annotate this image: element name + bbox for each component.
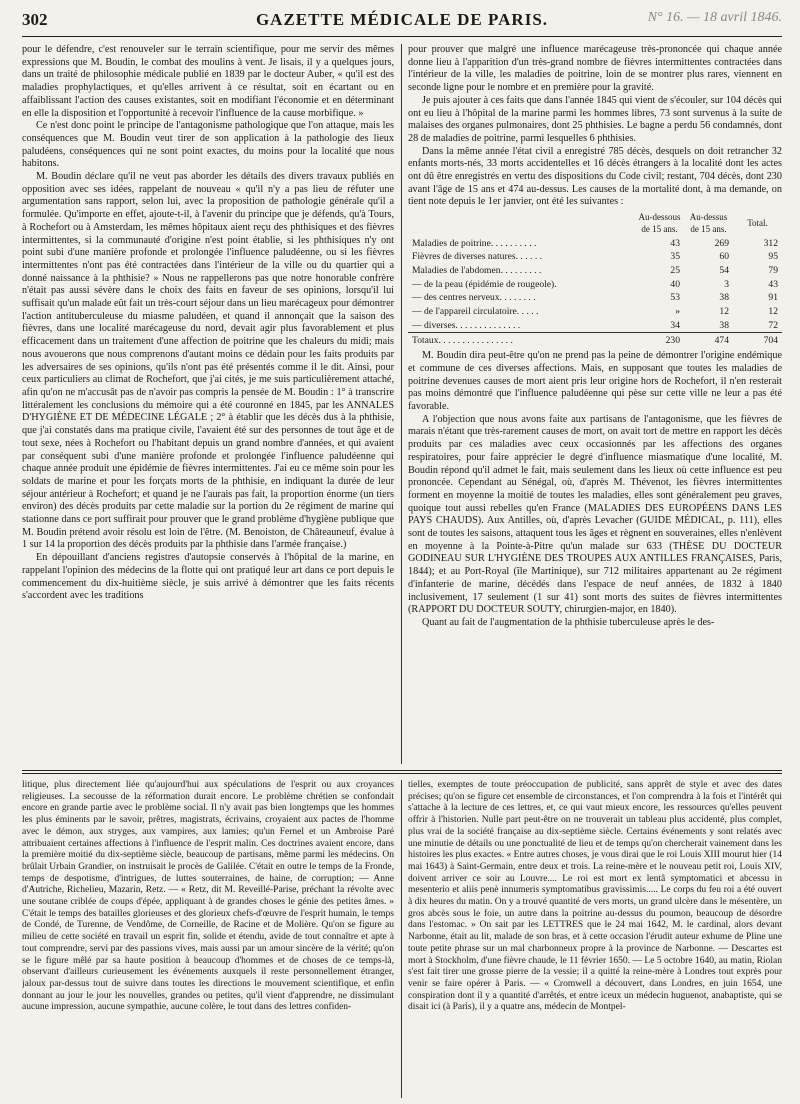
- page-number: 302: [22, 10, 48, 29]
- table-cell: Fièvres de diverses natures. . . . . .: [412, 251, 543, 263]
- feuilleton-rule-2: [22, 773, 782, 774]
- table-cell: 72: [768, 319, 778, 331]
- table-row: [408, 264, 782, 278]
- paragraph: pour prouver que malgré une influence marécageuse très-prononcée qui chaque année donne lieu à l'apparition d'un très-grand nombre de fièvres intermittentes contractées dans l'intérieur de la ville, les maladies de poitrine, loin de se montrer plus rares, viennent en seconde ligne pour le nombre et en première pour la gravité.: [408, 44, 782, 94]
- table-total-row: [408, 333, 782, 348]
- journal-title: GAZETTE MÉDICALE DE PARIS.: [255, 10, 549, 29]
- left-column: [22, 44, 394, 764]
- mortality-table: [408, 211, 782, 348]
- right-column: [408, 44, 782, 764]
- table-row: [408, 305, 782, 319]
- page-header: [22, 10, 782, 34]
- table-cell: 91: [768, 292, 778, 304]
- table-header-total: Total.: [747, 217, 768, 228]
- table-total-cell: Totaux. . . . . . . . . . . . . . . .: [408, 333, 635, 348]
- table-cell: Maladies de poitrine. . . . . . . . . .: [412, 237, 537, 249]
- header-rule: [22, 36, 782, 37]
- table-row: [408, 291, 782, 305]
- table-cell: — de la peau (épidémie de rougeole).: [412, 278, 557, 290]
- table-cell: 12: [768, 306, 778, 318]
- paragraph: Quant au fait de l'augmentation de la phthisie tuberculeuse après le des-: [422, 616, 715, 628]
- feuilleton-left-column: [22, 780, 394, 1098]
- table-cell: 43: [768, 278, 778, 290]
- paragraph: pour le défendre, c'est renouveler sur le terrain scientifique, pour me servir des mêmes expressions que M. Boudin, le combat des moulins à vent. Je lisais, il y a quelques jours, dans un traité de philosophie médicale publié en 1839 par le docteur Auber, « qu'il est des maladies prophylactiques, et qu'elles arrivent à ce résultat, soit en écartant ou en affaiblissant l'action des causes existantes, soit en modifiant l'économie et en déterminant en elle la disposition et l'opportunité à recevoir l'influence de la cause morbifique. »: [22, 44, 394, 119]
- table-cell: 35: [670, 251, 680, 263]
- table-total-cell: 704: [733, 333, 782, 348]
- table-cell: Maladies de l'abdomen. . . . . . . . .: [412, 264, 542, 276]
- paragraph: litique, plus directement liée qu'aujourd'hui aux spéculations de l'esprit ou aux croyances religieuses. La secousse de la réformation durait encore. Le problème chrétien se confondait encore en grande partie avec le problème social. Il n'y avait pas bien longtemps que les hommes les plus éminents par le savoir, prêtres, magistrats, écrivains, croyaient aux pactes de l'homme avec le démon, aux stryges, aux vampires, aux lamies; qu'un Fernel et un Ambroise Paré attribuaient certaines affections à l'influence de l'esprit malin. Ces doctrines avaient encore, dans la première moitié du dix-septième siècle, beaucoup de partisans, même parmi les médecins. On brûlait Urbain Grandier, on instruisait le procès de Galilée. C'était en outre le temps de la Fronde, temps de despotisme, d'intrigues, de luttes souterraines, de haine, de corruption; — Anne d'Autriche, Richelieu, Mazarin, Retz. — « Retz, dit M. Reveillé-Parise, préchant la révolte avec une soutane criblée de coups d'épée, appliquant à de grandes choses le génie des petites âmes. » C'était le temps des batailles glorieuses et des glorieux chefs-d'œuvre de l'esprit humain, le temps de Condé, de Turenne, de Vendôme, de Corneille, de Racine et de Molière. Qu'on se figure au milieu de cette société en travail un esprit fin, solide et étendu, avide de tout connaître et apte à tout comprendre, servi par des passions vives, mais aussi par un amour sincère de la vérité; qu'on se le figure mêlé par sa haute position à beaucoup d'hommes et de choses de ce temps-là, observant d'ailleurs curieusement les événements auxquels il reste personnellement étranger, jaloux par-dessus tout de suivre dans toutes les directions le mouvement scientifique, et enfin donnant au jour le jour les nouvelles, grandes ou petites, qu'il vient d'apprendre, ne dissimulant aucune impression, aucune sympathie, aucune colère, le tout dans des lettres confiden-: [22, 780, 394, 1013]
- table-cell: 312: [763, 237, 778, 249]
- column-divider-top: [401, 44, 402, 764]
- table-total-cell: 230: [635, 333, 684, 348]
- table-row: [408, 237, 782, 251]
- paragraph: En dépouillant d'anciens registres d'autopsie conservés à l'hôpital de la marine, en rappelant l'opinion des médecins de la flotte qui ont pratiqué leur art dans ce port depuis le commencement du dix-huitième siècle, je suis arrivé à démontrer que les faits récents s'accordent avec les traditions: [22, 552, 394, 602]
- feuilleton-rule: [22, 770, 782, 771]
- table-header-under15: Au-dessous de 15 ans.: [638, 212, 681, 234]
- table-cell: 3: [724, 278, 729, 290]
- paragraph: A l'objection que nous avons faite aux partisans de l'antagonisme, que les fièvres de marais n'étant que très-rarement causes de mort, on avait tort de mettre en rapport les décès produits par ces maladies avec ceux occasionnés par les affections des organes respiratoires, pour faire apprécier le degré d'influence miasmatique d'une localité, M. Boudin répond qu'il admet le fait, mais seulement dans les lieux où cette influence est peu prononcée. Cependant au Sénégal, où, d'après M. Thévenot, les fièvres intermittentes forment en moyenne la moitié de toutes les maladies, elles sont généralement peu graves, quoique tout aussi rebelles qu'en France (MALADIES DES EUROPÉENS DANS LES PAYS CHAUDS). Aux Antilles, où, d'après Levacher (GUIDE MÉDICAL, p. 111), elles sont de toutes les saisons, attaquent tous les âges et règnent en souveraines, elles n'enlèvent en moyenne à la Pointe-à-Pitre qu'un malade sur 633 (THÈSE DU DOCTEUR GODINEAU SUR L'HYGIÈNE DES TROUPES AUX ANTILLES FRANÇAISES, Paris, 1844); et au Port-Royal (île Martinique), sur 712 militaires appartenant au 2e régiment d'infanterie de marine, décédés dans l'espace de neuf années, de 1832 à 1840 inclusivement, 17 seulement (1 sur 41) sont morts des suites de fièvres intermittentes (RAPPORT DU DOCTEUR SOUTY, chirurgien-major, en 1840).: [408, 413, 782, 616]
- column-divider-bottom: [401, 780, 402, 1098]
- table-cell: 54: [719, 264, 729, 276]
- table-row: [408, 278, 782, 292]
- table-cell: »: [675, 306, 680, 318]
- table-row: [408, 250, 782, 264]
- table-cell: — des centres nerveux. . . . . . . .: [412, 292, 536, 304]
- table-cell: 53: [670, 292, 680, 304]
- faint-running-head: N° 16. — 18 avril 1846.: [647, 10, 782, 25]
- table-cell: 25: [670, 264, 680, 276]
- table-cell: 60: [719, 251, 729, 263]
- table-cell: 38: [719, 292, 729, 304]
- paragraph: tielles, exemptes de toute préoccupation de publicité, sans apprêt de style et avec des dates précises; qu'on se figure cet ensemble de circonstances, et l'on comprendra à la fois et l'intérêt qui s'attache à la lecture de ces lettres, et, ce qui vaut mieux encore, les ressources qu'elles peuvent offrir à l'historien. Nulle part peut-être on ne trouverait un tableau plus accidenté, plus complet, plus vrai de la société française au dix-septième siècle. Certains événements y sont relatés avec une minutie de détails ou une ponctualité de lieu et de temps qu'on chercherait vainement dans les histoires les plus exactes. « Entre autres choses, je vous dirai que le roi Louis XIII mourut hier (14 mai 1643) à Saint-Germain, entre deux et trois. La reine-mère et le nouveau petit roi, Louis XIV, doivent arriver ce soir au Louvre.... Le roi est mort ex lentâ symptomatici et abcessu in mesenterio et aliis penè innumeris symptomatibus gravissimis..... Le corps du feu roi a été ouvert à dix heures du matin. On y a trouvé quantité de vers morts, un grand ulcère dans le mésentère, un gros abcès sous le foie, un autre dans la poitrine au-dessus du poumon, beaucoup de désordre dans l'estomac. » On sait par les LETTRES que le 24 mai 1642, M. le cardinal, alors devant Narbonne, était au lit, malade de son bras, et à cette occasion l'érudit auteur exhume de Pline une toute petite phrase sur un mal charbonneux propre à la province de Narbonne. — Descartes est mort à Stockholm, d'une fièvre chaude, le 11 février 1650. — Le 5 octobre 1640, au matin, Riolan s'est fait tirer une grosse pierre de la vessie; il a quitté la reine-mère à Londres tout exprès pour venir se faire opérer à Paris. — « Cromwell a découvert, dans Londres, en juin 1654, une conspiration dont il y a quantité d'arrêtés, et entre iceux un médecin huguenot, anabaptiste, qui se disait ici (à Paris), il y a quatre ans, médecin de Montpel-: [408, 780, 782, 1013]
- table-cell: — de l'appareil circulatoire. . . . .: [412, 306, 539, 318]
- paragraph: Je puis ajouter à ces faits que dans l'année 1845 qui vient de s'écouler, sur 104 décès qui ont eu lieu à l'hôpital de la marine parmi les hommes libres, 73 sont survenus à la suite de malaises des organes pulmonaires, dont 25 phthisies. Le bagne a perdu 56 condamnés, dont 28 de maladies de poitrine, parmi lesquelles 6 phthisies.: [408, 94, 782, 144]
- table-cell: 12: [719, 306, 729, 318]
- paragraph: Ce n'est donc point le principe de l'antagonisme pathologique que l'on attaque, mais les conséquences que M. Boudin veut tirer de son application à la pathologie des lieux paludéens, conséquences qui ne sont point exactes, du moins pour la localité que nous habitons.: [22, 120, 394, 170]
- table-cell: 43: [670, 237, 680, 249]
- table-header-over15: Au-dessus de 15 ans.: [689, 212, 728, 234]
- feuilleton-right-column: [408, 780, 782, 1098]
- table-cell: 34: [670, 319, 680, 331]
- paragraph: M. Boudin dira peut-être qu'on ne prend pas la peine de démontrer l'origine endémique et commune de ces diverses affections. Mais, en supposant que toutes les maladies de poitrine devenues causes de mort aient pris leur origine hors de Rochefort, il n'en resterait pas moins démontré que l'influence paludéenne qui pèse sur cette ville ne leur a pas été favorable.: [408, 350, 782, 412]
- table-cell: 38: [719, 319, 729, 331]
- table-cell: — diverses. . . . . . . . . . . . . .: [412, 319, 521, 331]
- table-cell: 269: [714, 237, 729, 249]
- table-cell: 40: [670, 278, 680, 290]
- table-row: [408, 319, 782, 333]
- table-cell: 79: [768, 264, 778, 276]
- table-cell: 95: [768, 251, 778, 263]
- paragraph: M. Boudin déclare qu'il ne veut pas aborder les détails des divers travaux publiés en opposition avec ses idées, rappelant de nouveau « qu'il n'y a pas lieu de réfuter une argumentation sans rapport, selon lui, avec la proposition de pathologie générale qu'il a formulée. Qu'importe en effet, ajoute-t-il, à l'avenir du principe que je défends, qu'à Tours, à Rochefort ou à Amsterdam, les mêmes hôpitaux aient reçu des phthisiques et des fièvres intermittentes, si la communauté d'origine n'est point établie, si les phthisiques n'y ont point subi d'une manière profonde et prolongée l'influence paludéenne, ou si les fièvres intermittentes n'ont pas été contractées dans l'intérieur de la ville ou du quartier qui a donné naissance à la phthisie? » Nous ne rappellerons pas que notre honorable confrère n'était pas aussi sévère dans le choix des faits en faveur de ses opinions, lorsqu'il lui suffisait qu'un malade eût fait un très-court séjour dans un lieu marécageux pour démontrer l'action antituberculeuse du miasme paludéen, et quand il annonçait que la saison des fièvres, dans une localité marécageuse du nord, devait agir plus favorablement et plus efficacement dans un traitement d'une affection de poitrine que les chaleurs du midi; mais nous avouerons que nous comprenons d'autant moins ce dédain pour les faits produits par les adversaires de ses opinions, qu'ils n'ont pas été présentés comme il le dit. Ainsi, pour ceux particuliers au climat de Rochefort, que j'ai cités, je me suis particulièrement attaché, afin qu'on ne m'accusât pas de n'avoir pas compris la pensée de M. Boudin : 1° à transcrire littéralement les conclusions du mémoire qui a été couronné en 1845, par les ANNALES D'HYGIÈNE ET DE MÉDECINE LÉGALE ; 2° à établir que les décès dus à la phthisie, que j'ai constatés dans ma pratique civile, l'avaient été sur des personnes de tout âge et de tout sexe, nées à Rochefort ou l'habitant depuis un grand nombre d'années, et qui avaient par conséquent subi d'une manière profonde et prolongée l'influence paludéenne qui chaque année produit une épidémie de fièvres intermittentes. J'ai eu ce même soin pour les soldats de marine et pour les forçats morts de la phthisie, en indiquant la durée de leur séjour antérieur à Rochefort; et quand je ne l'aurais pas fait, la proportion énorme (un tiers environ) des décès produits par cette maladie sur la portion du 2e régiment de marine qui stationne dans ce port suffirait pour prouver que le grand problème d'hygiène publique que M. Boudin prétend avoir résolu est loin de l'être. (M. Benoiston, de Châteauneuf, évalue à 1 sur 14 la proportion des décès produits par la phthisie dans l'armée française.): [22, 171, 394, 551]
- table-total-cell: 474: [684, 333, 733, 348]
- paragraph: Dans la même année l'état civil a enregistré 785 décès, desquels on doit retrancher 32 enfants morts-nés, 33 morts accidentelles et 16 décès étrangers à la localité dont les actes ont dû être enregistrés en vertu des dispositions du Code civil; restant, 704 décès, dont 230 avant l'âge de 15 ans et 474 au-dessus. Les causes de la mortalité dont, à ma demande, on tient note depuis le 1er janvier, ont été les suivantes :: [408, 145, 782, 208]
